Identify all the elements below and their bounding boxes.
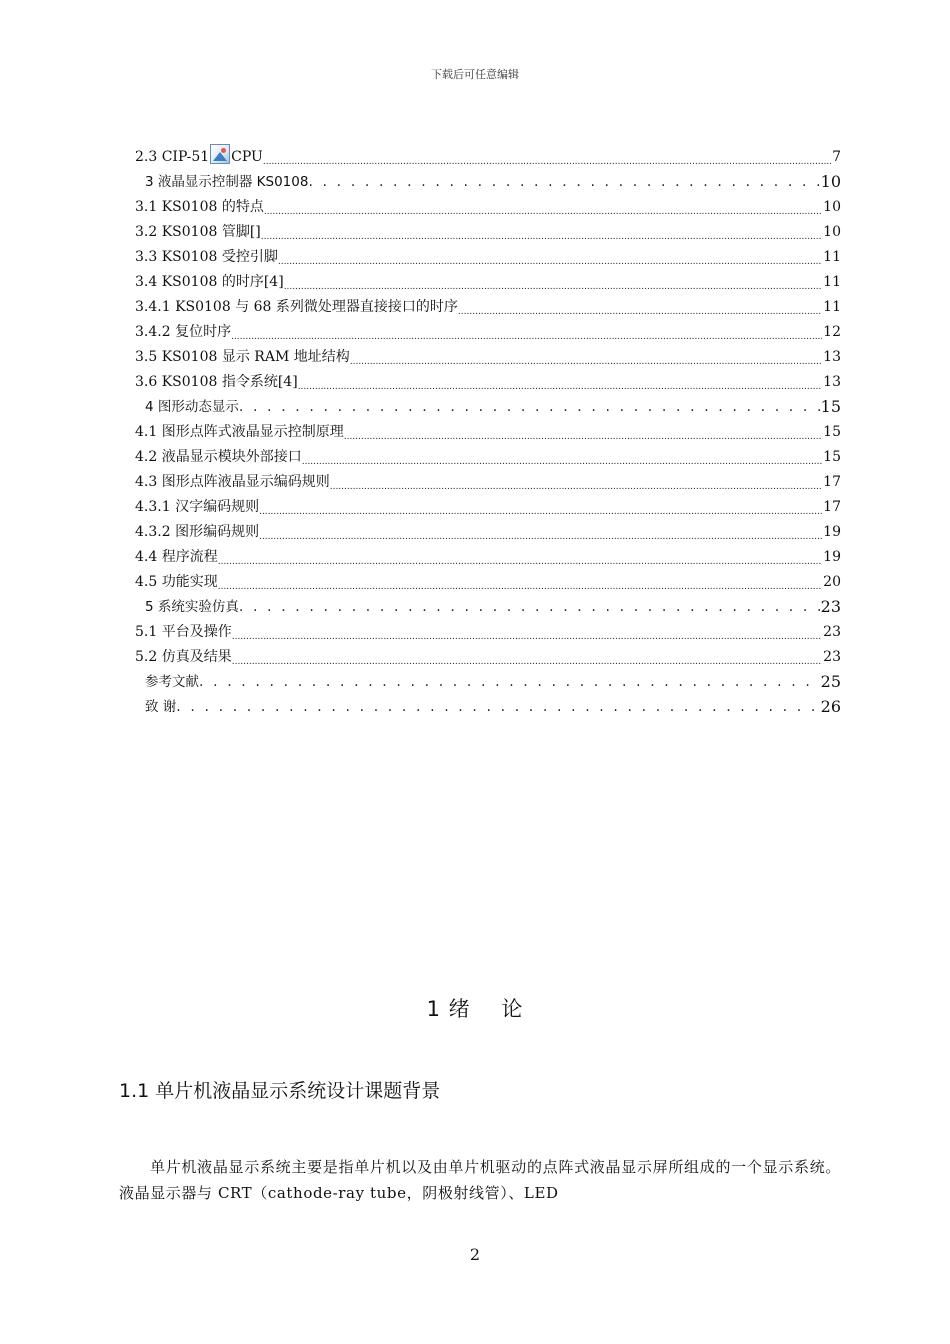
toc-entry-page: 15 xyxy=(823,449,841,465)
toc-entry-page: 11 xyxy=(823,299,841,315)
toc-entry[interactable] xyxy=(135,291,841,316)
toc-leader-dots xyxy=(458,298,822,316)
toc-entry-label: 参考文献 xyxy=(145,674,199,690)
toc-leader-dots xyxy=(259,498,822,516)
table-of-contents xyxy=(135,141,841,716)
toc-leader-dots xyxy=(232,648,822,666)
toc-entry-page: 10 xyxy=(823,224,841,240)
toc-entry-page: 15 xyxy=(820,397,841,416)
toc-leader-dots xyxy=(350,348,822,366)
toc-entry-page: 10 xyxy=(823,199,841,215)
toc-entry[interactable] xyxy=(135,391,841,416)
toc-entry-page: 17 xyxy=(823,474,841,490)
toc-entry-page: 13 xyxy=(823,349,841,365)
toc-entry-page: 15 xyxy=(823,424,841,440)
toc-entry-label: 5.2 仿真及结果 xyxy=(135,649,232,665)
toc-entry[interactable] xyxy=(135,591,841,616)
toc-entry-label xyxy=(135,144,263,166)
toc-leader-dots xyxy=(218,573,822,591)
toc-entry-label: 3.2 KS0108 管脚[] xyxy=(135,224,261,240)
toc-leader-dots xyxy=(176,698,819,716)
toc-entry-page: 20 xyxy=(823,574,841,590)
toc-entry-label: 3.4.2 复位时序 xyxy=(135,324,232,340)
toc-entry-page: 7 xyxy=(832,149,841,165)
toc-leader-dots xyxy=(302,448,822,466)
toc-entry-label-prefix: 2.3 CIP-51 xyxy=(135,149,210,165)
toc-entry-label-suffix: CPU xyxy=(231,149,263,165)
section-title: 1.1 单片机液晶显示系统设计课题背景 xyxy=(119,1080,441,1102)
toc-entry-page: 23 xyxy=(820,597,841,616)
toc-entry[interactable] xyxy=(135,216,841,241)
toc-entry-page: 19 xyxy=(823,549,841,565)
toc-leader-dots xyxy=(284,273,822,291)
toc-entry-label: 4 图形动态显示 xyxy=(145,399,239,415)
toc-entry-page: 10 xyxy=(820,172,841,191)
toc-entry[interactable] xyxy=(135,516,841,541)
toc-entry-page: 25 xyxy=(820,672,841,691)
toc-leader-dots xyxy=(298,373,822,391)
toc-entry[interactable] xyxy=(135,191,841,216)
toc-entry[interactable] xyxy=(135,166,841,191)
toc-entry-label: 4.2 液晶显示模块外部接口 xyxy=(135,449,302,465)
toc-entry-page: 13 xyxy=(823,374,841,390)
toc-entry[interactable] xyxy=(135,241,841,266)
toc-entry-label: 5.1 平台及操作 xyxy=(135,624,232,640)
toc-leader-dots xyxy=(261,223,822,241)
toc-entry-page: 23 xyxy=(823,624,841,640)
toc-entry-page: 11 xyxy=(823,274,841,290)
toc-entry-label: 4.3.1 汉字编码规则 xyxy=(135,499,260,515)
toc-entry[interactable] xyxy=(135,366,841,391)
toc-entry[interactable] xyxy=(135,266,841,291)
toc-entry-label: 3.4 KS0108 的时序[4] xyxy=(135,274,284,290)
toc-entry[interactable] xyxy=(135,691,841,716)
toc-entry-label: 致 谢 xyxy=(145,699,177,715)
toc-leader-dots xyxy=(239,398,820,416)
toc-leader-dots xyxy=(259,523,822,541)
toc-leader-dots xyxy=(263,148,831,166)
toc-entry-label: 4.1 图形点阵式液晶显示控制原理 xyxy=(135,424,344,440)
toc-leader-dots xyxy=(264,198,822,216)
toc-leader-dots xyxy=(218,548,822,566)
toc-entry[interactable] xyxy=(135,466,841,491)
toc-entry-label: 3.3 KS0108 受控引脚 xyxy=(135,249,278,265)
toc-entry[interactable] xyxy=(135,641,841,666)
toc-leader-dots xyxy=(231,323,822,341)
toc-leader-dots xyxy=(344,423,822,441)
chapter-title: 1 绪 论 xyxy=(426,997,524,1021)
toc-entry-page: 11 xyxy=(823,249,841,265)
toc-entry-page: 23 xyxy=(823,649,841,665)
toc-entry-label: 4.3 图形点阵液晶显示编码规则 xyxy=(135,474,330,490)
toc-entry[interactable] xyxy=(135,141,841,166)
broken-image-icon xyxy=(210,144,230,164)
toc-leader-dots xyxy=(199,673,820,691)
toc-entry-page: 26 xyxy=(820,697,841,716)
toc-entry[interactable] xyxy=(135,416,841,441)
toc-entry[interactable] xyxy=(135,316,841,341)
toc-entry[interactable] xyxy=(135,566,841,591)
toc-entry-label: 3 液晶显示控制器 KS0108 xyxy=(145,174,309,190)
page-header: 下载后可任意编辑 xyxy=(431,68,519,81)
page-number: 2 xyxy=(469,1245,481,1264)
toc-entry[interactable] xyxy=(135,541,841,566)
toc-leader-dots xyxy=(232,623,822,641)
toc-entry-page: 19 xyxy=(823,524,841,540)
toc-entry-page: 12 xyxy=(823,324,841,340)
toc-entry-label: 5 系统实验仿真 xyxy=(145,599,239,615)
toc-leader-dots xyxy=(308,173,819,191)
toc-entry[interactable] xyxy=(135,491,841,516)
toc-entry-label: 3.4.1 KS0108 与 68 系列微处理器直接接口的时序 xyxy=(135,299,458,315)
toc-entry[interactable] xyxy=(135,616,841,641)
toc-leader-dots xyxy=(239,598,820,616)
toc-entry-label: 3.6 KS0108 指令系统[4] xyxy=(135,374,298,390)
toc-entry-page: 17 xyxy=(823,499,841,515)
toc-leader-dots xyxy=(330,473,822,491)
toc-entry-label: 4.4 程序流程 xyxy=(135,549,218,565)
toc-entry[interactable] xyxy=(135,441,841,466)
toc-leader-dots xyxy=(278,248,822,266)
toc-entry[interactable] xyxy=(135,666,841,691)
toc-entry-label: 4.5 功能实现 xyxy=(135,574,218,590)
toc-entry-label: 4.3.2 图形编码规则 xyxy=(135,524,260,540)
toc-entry[interactable] xyxy=(135,341,841,366)
body-paragraph: 单片机液晶显示系统主要是指单片机以及由单片机驱动的点阵式液晶显示屏所组成的一个显示系统。液晶显示器与 CRT（cathode-ray tube，阴极射线管）、LED xyxy=(119,1158,841,1202)
toc-entry-label: 3.5 KS0108 显示 RAM 地址结构 xyxy=(135,349,350,365)
toc-entry-label: 3.1 KS0108 的特点 xyxy=(135,199,264,215)
